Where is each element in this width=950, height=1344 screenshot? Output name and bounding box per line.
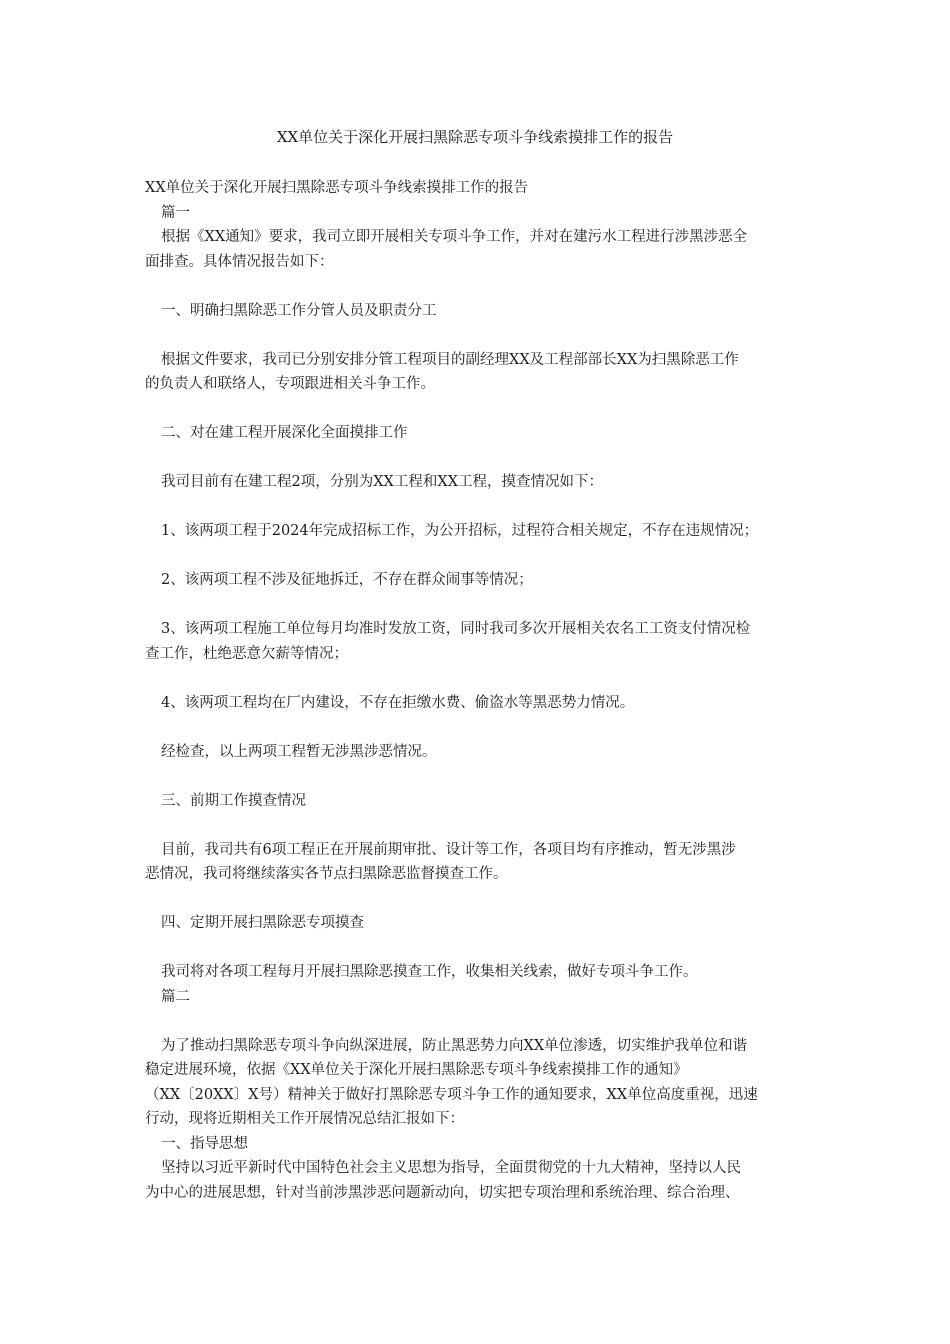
- section-label: 篇二: [161, 988, 190, 1005]
- text-line: 我司目前有在建工程2项，分别为XX工程和XX工程，摸查情况如下：: [161, 474, 604, 490]
- text-line: 坚持以习近平新时代中国特色社会主义思想为指导，全面贯彻党的十九大精神，坚持以人民: [161, 1160, 741, 1176]
- section-label: 篇一: [161, 204, 190, 221]
- section-heading: 二、对在建工程开展深化全面摸排工作: [161, 425, 408, 441]
- list-item: 1、该两项工程于2024年完成招标工作，为公开招标，过程符合相关规定，不存在违规情况；: [161, 523, 759, 539]
- document-body: [145, 176, 807, 1205]
- text-line: 为了推动扫黑除恶专项斗争向纵深进展，防止黑恶势力向XX单位渗透，切实维护我单位和谐: [161, 1037, 748, 1054]
- text-line: 面排查。具体情况报告如下：: [145, 253, 334, 270]
- text-line: XX单位关于深化开展扫黑除恶专项斗争线索摸排工作的报告: [145, 180, 529, 196]
- text-line: 的负责人和联络人，专项跟进相关斗争工作。: [145, 376, 435, 392]
- list-item: 4、该两项工程均在厂内建设，不存在拒缴水费、偷盗水等黑恶势力情况。: [161, 694, 635, 711]
- text-line: 查工作，杜绝恶意欠薪等情况；: [145, 645, 348, 662]
- document-title: XX单位关于深化开展扫黑除恶专项斗争线索摸排工作的报告: [276, 128, 674, 146]
- text-line: 为中心的进展思想，针对当前涉黑涉恶问题新动向，切实把专项治理和系统治理、综合治理、: [145, 1184, 740, 1201]
- text-line: 经检查，以上两项工程暂无涉黑涉恶情况。: [161, 743, 437, 760]
- section-heading: 四、定期开展扫黑除恶专项摸查: [161, 915, 364, 931]
- list-item: 3、该两项工程施工单位每月均准时发放工资，同时我司多次开展相关农名工工资支付情况检: [161, 621, 751, 637]
- list-item: 2、该两项工程不涉及征地拆迁，不存在群众闹事等情况；: [161, 572, 533, 588]
- section-heading: 三、前期工作摸查情况: [161, 792, 306, 809]
- text-line: 行动，现将近期相关工作开展情况总结汇报如下：: [145, 1111, 464, 1127]
- section-heading: 一、指导思想: [161, 1135, 248, 1152]
- text-line: 目前，我司共有6项工程正在开展前期审批、设计等工作，各项目均有序推动，暂无涉黑涉: [161, 841, 736, 858]
- text-line: 恶情况，我司将继续落实各节点扫黑除恶监督摸查工作。: [145, 866, 508, 882]
- text-line: 稳定进展环境，依据《XX单位关于深化开展扫黑除恶专项斗争线索摸排工作的通知》: [145, 1062, 688, 1078]
- text-line: 根据文件要求，我司已分别安排分管工程项目的副经理XX及工程部部长XX为扫黑除恶工作: [161, 351, 739, 368]
- text-line: 我司将对各项工程每月开展扫黑除恶摸查工作，收集相关线索，做好专项斗争工作。: [161, 964, 698, 980]
- section-heading: 一、明确扫黑除恶工作分管人员及职责分工: [161, 302, 437, 319]
- text-line: （XX〔20XX〕X号）精神关于做好打黑除恶专项斗争工作的通知要求，XX单位高度重视，迅速: [145, 1086, 758, 1103]
- text-line: 根据《XX通知》要求，我司立即开展相关专项斗争工作，并对在建污水工程进行涉黑涉恶全: [161, 229, 748, 245]
